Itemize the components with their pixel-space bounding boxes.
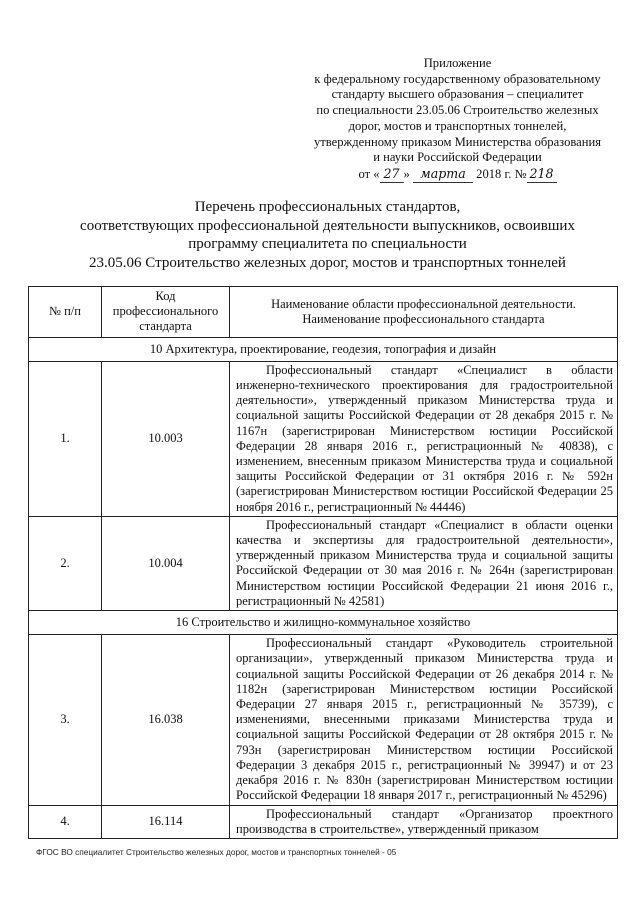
date-year: 2018 г. №	[473, 166, 527, 181]
appendix-line: по специальности 23.05.06 Строительство железных	[316, 103, 599, 118]
standard-description: Профессиональный стандарт «Специалист в области оценки качества и экспертизы для градостроительной деятельности», утвержденный приказом Министерства труда и социальной защиты Российской Федерации от 30 мая 2016 г. № 264н (зарегистрирован Министерством юстиции Российской Федерации 21 июня 2016 г., регистрационный № 42581)	[230, 516, 618, 610]
standard-code: 10.004	[102, 516, 230, 610]
order-number-handwritten: 218	[527, 166, 557, 183]
appendix-line: стандарту высшего образования – специалитет	[331, 87, 584, 102]
appendix-line: к федеральному государственному образовательному	[314, 71, 601, 86]
appendix-line: утвержденному приказом Министерства образования	[313, 134, 602, 149]
section-row	[29, 611, 618, 635]
standard-description: Профессиональный стандарт «Организатор проектного производства в строительстве», утвержденный приказом	[230, 805, 618, 838]
page-footer: ФГОС ВО специалитет Строительство железных дорог, мостов и транспортных тоннелей - 05	[36, 847, 397, 857]
appendix-date	[300, 166, 615, 183]
appendix-line: дорог, мостов и транспортных тоннелей,	[348, 118, 567, 133]
date-prefix: от «	[358, 166, 380, 181]
standard-description: Профессиональный стандарт «Специалист в области инженерно-технического проектирования для градостроительной деятельности», утвержденный приказом Министерства труда и социальной защиты Российской Федерации от 28 декабря 2015 г. № 1167н (зарегистрирован Министерством юстиции Российской Федерации 28 января 2016 г., регистрационный № 40838), с изменением, внесенным приказом Министерства труда и социальной защиты Российской Федерации от 31 октября 2016 г. № 592н (зарегистрирован Министерством юстиции Российской Федерации 25 ноября 2016 г., регистрационный № 44446)	[230, 361, 618, 516]
appendix-heading: Приложение	[423, 56, 492, 70]
document-title	[40, 198, 615, 272]
standard-description: Профессиональный стандарт «Руководитель строительной организации», утвержденный приказом Министерства труда и социальной защиты Российской Федерации от 26 декабря 2014 г. № 1182н (зарегистрирован Министерством юстиции Российской Федерации 27 января 2015 г., регистрационный № 35739), с изменениями, внесенными приказами Министерства труда и социальной защиты Российской Федерации от 28 октября 2015 г. № 793н (зарегистрирован Министерством юстиции Российской Федерации 3 декабря 2015 г., регистрационный № 39947) и от 23 декабря 2016 г. № 830н (зарегистрирован Министерством юстиции Российской Федерации 18 января 2017 г., регистрационный № 45296)	[230, 635, 618, 805]
section-title: 16 Строительство и жилищно-коммунальное хозяйство	[29, 611, 618, 635]
row-number: 4.	[29, 805, 102, 838]
section-row	[29, 337, 618, 361]
date-mid: »	[403, 166, 413, 181]
standard-code: 10.003	[102, 361, 230, 516]
table-row	[29, 635, 618, 805]
row-number: 3.	[29, 635, 102, 805]
table-row	[29, 361, 618, 516]
header-name: Наименование области профессиональной деятельности. Наименование профессионального стандарта	[230, 287, 618, 338]
title-line: 23.05.06 Строительство железных дорог, мостов и транспортных тоннелей	[89, 254, 566, 271]
date-month-handwritten: марта	[413, 166, 473, 183]
title-line: Перечень профессиональных стандартов,	[194, 199, 461, 215]
table-header-row	[29, 287, 618, 338]
header-num: № п/п	[29, 287, 102, 338]
standards-table	[28, 286, 618, 839]
standard-code: 16.038	[102, 635, 230, 805]
appendix-block	[300, 56, 615, 183]
title-line: программу специалитета по специальности	[188, 236, 467, 252]
date-day-handwritten: 27	[380, 166, 404, 183]
appendix-line: и науки Российской Федерации	[373, 150, 542, 165]
table-row	[29, 805, 618, 838]
table-row	[29, 516, 618, 610]
section-title: 10 Архитектура, проектирование, геодезия, топография и дизайн	[29, 337, 618, 361]
row-number: 1.	[29, 361, 102, 516]
title-line: соответствующих профессиональной деятельности выпускников, освоивших	[80, 217, 575, 234]
standard-code: 16.114	[102, 805, 230, 838]
row-number: 2.	[29, 516, 102, 610]
header-code: Код профессионального стандарта	[102, 287, 230, 338]
